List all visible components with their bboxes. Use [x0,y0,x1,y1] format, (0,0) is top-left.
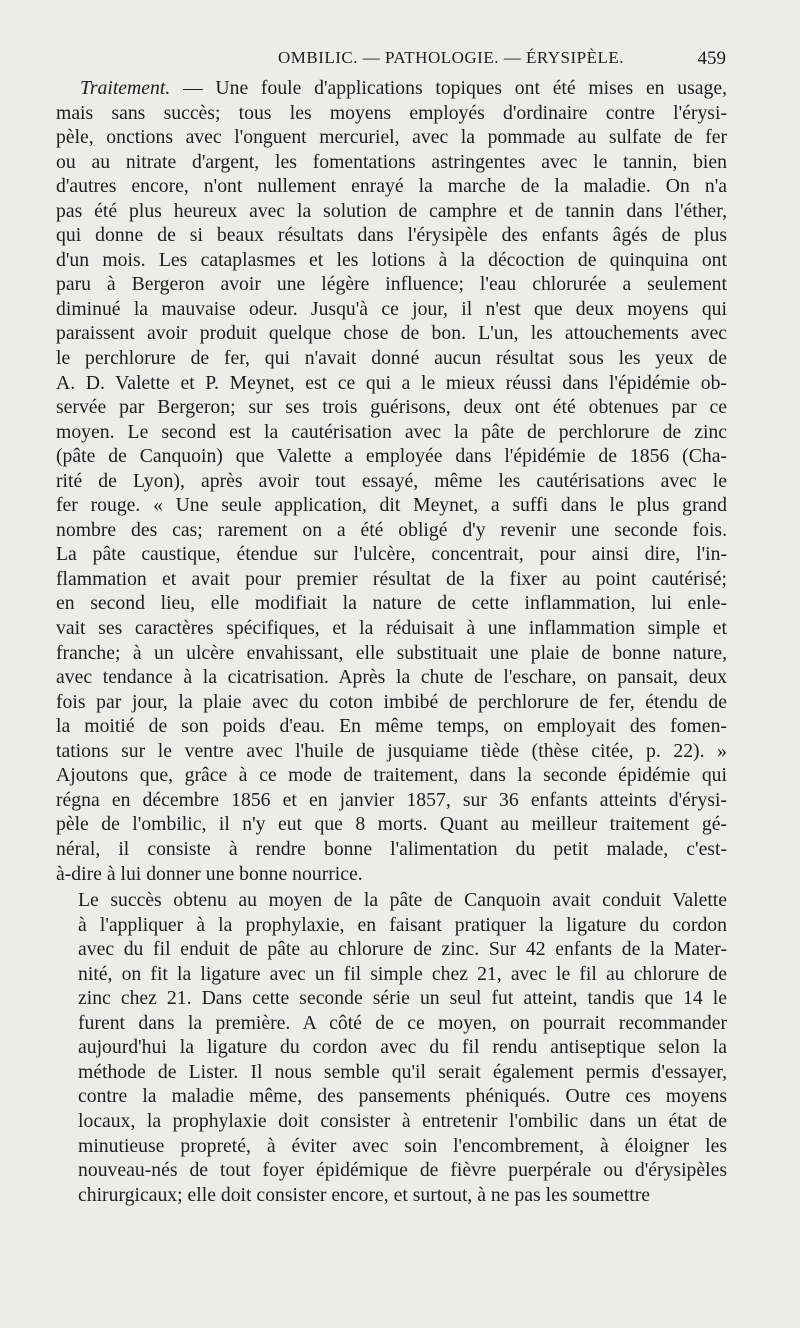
line-text: mais sans succès; tous les moyens employés d'ordinaire contre l'érysi- [56,101,727,124]
line-text: paraissent avoir produit quelque chose de bon. L'un, les attouchements avec [56,322,727,345]
paragraph-prophylaxis [56,888,727,1207]
text-line [56,493,727,518]
line-text: paru à Bergeron avoir une légère influence; l'eau chlorurée a seulement [56,273,727,296]
body-text [56,76,727,1207]
text-line [56,1183,727,1208]
text-line [56,986,727,1011]
line-text: avec tendance à la cicatrisation. Après la chute de l'eschare, on pansait, deux [56,666,727,689]
line-text: A. D. Valette et P. Meynet, est ce qui a le mieux réussi dans l'épidémie ob- [56,371,727,394]
page-number: 459 [697,48,726,69]
line-text: aujourd'hui la ligature du cordon avec du fil rendu antiseptique selon la [78,1036,727,1059]
line-text: furent dans la première. A côté de ce moyen, on pourrait recommander [78,1011,727,1034]
text-line [56,248,727,273]
text-line [56,469,727,494]
line-text: contre la maladie même, des pansements phéniqués. Outre ces moyens [78,1085,727,1108]
text-line [56,962,727,987]
text-line [56,321,727,346]
line-text: zinc chez 21. Dans cette seconde série un seul fut atteint, tandis que 14 le [78,987,727,1010]
text-line [56,125,727,150]
line-text: nouveau-nés de tout foyer épidémique de fièvre puerpérale ou d'érysipèles [78,1159,727,1182]
line-text: qui donne de si beaux résultats dans l'érysipèle des enfants âgés de plus [56,224,727,247]
text-line [56,812,727,837]
text-line [56,395,727,420]
line-text: vait ses caractères spécifiques, et la réduisait à une inflammation simple et [56,617,727,640]
text-line [56,371,727,396]
page-header [56,48,726,72]
line-text: pèle de l'ombilic, il n'y eut que 8 morts. Quant au meilleur traitement gé- [56,813,727,836]
text-line [56,272,727,297]
text-line [56,1084,727,1109]
line-text: locaux, la prophylaxie doit consister à entretenir l'ombilic dans un état de [78,1109,727,1132]
text-line [56,837,727,862]
text-line [56,518,727,543]
text-line [56,591,727,616]
line-text: la moitié de son poids d'eau. En même temps, on employait des fomen- [56,715,727,738]
text-line [56,616,727,641]
text-line [56,101,727,126]
text-line [56,1035,727,1060]
text-line [56,1060,727,1085]
line-text: à-dire à lui donner une bonne nourrice. [56,862,363,885]
line-text: avec du fil enduit de pâte au chlorure de zinc. Sur 42 enfants de la Mater- [78,938,727,961]
line-text: flammation et avait pour premier résultat de la fixer au point cautérisé; [56,567,727,590]
line-text: en second lieu, elle modifiait la nature de cette inflammation, lui enle- [56,592,727,615]
line-text: régna en décembre 1856 et en janvier 1857, sur 36 enfants atteints d'érysi- [56,788,727,811]
line-text: d'un mois. Les cataplasmes et les lotions à la décoction de quinquina ont [56,248,727,271]
line-text: — Une foule d'applications topiques ont été mises en usage, [170,77,727,99]
text-line [56,888,727,913]
line-text: néral, il consiste à rendre bonne l'alimentation du petit malade, c'est- [56,837,727,860]
text-line [56,763,727,788]
text-line [56,444,727,469]
line-text: Ajoutons que, grâce à ce mode de traitement, dans la seconde épidémie qui [56,764,727,787]
text-line [56,714,727,739]
line-text: d'autres encore, n'ont nullement enrayé la marche de la maladie. On n'a [56,175,727,198]
line-text: nombre des cas; rarement on a été obligé d'y revenir une seconde fois. [56,518,727,541]
line-text: nité, on fit la ligature avec un fil simple chez 21, avec le fil au chlorure de [78,962,727,985]
text-line [56,420,727,445]
line-text: minutieuse propreté, à éviter avec soin l'encombrement, à éloigner les [78,1134,727,1157]
text-line [56,346,727,371]
text-line [56,862,727,887]
line-text: fois par jour, la plaie avec du coton imbibé de perchlorure de fer, étendu de [56,690,727,713]
text-line [56,567,727,592]
line-text: rité de Lyon), après avoir tout essayé, même les cautérisations avec le [56,469,727,492]
section-lead: Traitement. [80,77,171,99]
text-line [56,1109,727,1134]
line-text: servée par Bergeron; sur ses trois guérisons, deux ont été obtenues par ce [56,396,727,419]
paragraph-treatment [56,76,727,886]
text-line [56,1134,727,1159]
line-text: Le succès obtenu au moyen de la pâte de Canquoin avait conduit Valette [78,889,727,912]
line-text: pas été plus heureux avec la solution de camphre et de tannin dans l'éther, [56,199,727,222]
line-text: pèle, onctions avec l'onguent mercuriel, avec la pommade au sulfate de fer [56,126,727,149]
text-line [56,913,727,938]
line-text: chirurgicaux; elle doit consister encore, et surtout, à ne pas les soumettre [78,1183,651,1206]
text-line [56,1011,727,1036]
text-line [56,174,727,199]
line-text: franche; à un ulcère envahissant, elle substituait une plaie de bonne nature, [56,641,727,664]
text-line [56,665,727,690]
line-text: La pâte caustique, étendue sur l'ulcère, concentrait, pour ainsi dire, l'in- [56,543,727,566]
text-line [56,1158,727,1183]
text-line [56,76,727,101]
line-text: (pâte de Canquoin) que Valette a employée dans l'épidémie de 1856 (Cha- [56,445,727,468]
line-text: tations sur le ventre avec l'huile de jusquiame tiède (thèse citée, p. 22). » [56,739,727,762]
text-line [56,739,727,764]
line-text: fer rouge. « Une seule application, dit Meynet, a suffi dans le plus grand [56,494,727,517]
text-line [56,937,727,962]
line-text: diminué la mauvaise odeur. Jusqu'à ce jour, il n'est que deux moyens qui [56,297,727,320]
line-text: à l'appliquer à la prophylaxie, en faisant pratiquer la ligature du cordon [78,913,727,936]
text-line [56,542,727,567]
line-text: moyen. Le second est la cautérisation avec la pâte de perchlorure de zinc [56,420,727,443]
line-text: ou au nitrate d'argent, les fomentations astringentes avec le tannin, bien [56,150,727,173]
running-title: OMBILIC. — PATHOLOGIE. — ÉRYSIPÈLE. [277,48,625,67]
text-line [56,788,727,813]
text-line [56,297,727,322]
text-line [56,641,727,666]
text-line [56,690,727,715]
text-line [56,150,727,175]
text-line [56,199,727,224]
text-line [56,223,727,248]
line-text: méthode de Lister. Il nous semble qu'il serait également permis d'essayer, [78,1060,727,1083]
line-text: le perchlorure de fer, qui n'avait donné aucun résultat sous les yeux de [56,347,727,370]
